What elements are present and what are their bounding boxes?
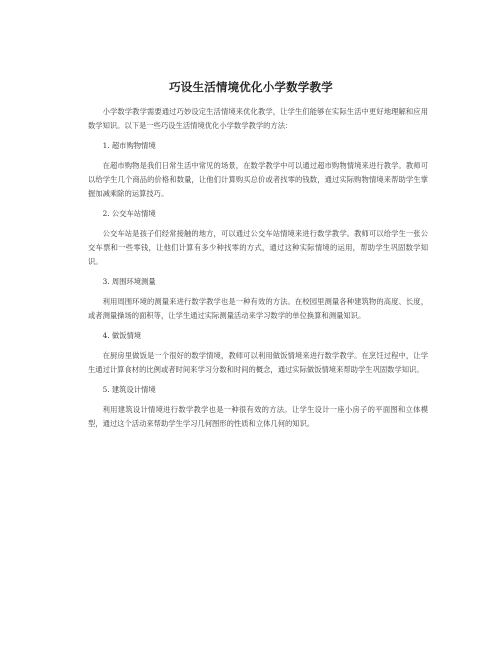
document-body	[88, 105, 428, 437]
section-paragraph: 利用周围环境的测量来进行数学教学也是一种有效的方法。在校园里测量各种建筑物的高度、长度，或者测量操场的面积等，让学生通过实际测量活动来学习数学的单位换算和测量知识。	[88, 297, 428, 320]
intro-paragraph: 小学数学教学需要通过巧妙设定生活情境来优化教学，让学生们能够在实际生活中更好地理解和应用数学知识。以下是一些巧设生活情境优化小学数学教学的方法：	[88, 107, 428, 130]
section-paragraph: 利用建筑设计情境进行数学教学也是一种很有效的方法。让学生设计一座小房子的平面图和立体模型，通过这个活动来帮助学生学习几何图形的性质和立体几何的知识。	[88, 405, 428, 428]
section-paragraph: 公交车站是孩子们经常接触的地方，可以通过公交车站情境来进行数学教学。教师可以给学生一张公交车票和一些零钱，让他们计算有多少种找零的方式，通过这种实际情境的运用，帮助学生巩固数学知识。	[88, 229, 428, 266]
section-paragraph: 在超市购物是我们日常生活中常见的场景，在数学教学中可以通过超市购物情境来进行教学。教师可以给学生几个商品的价格和数量，让他们计算购买总价或者找零的钱数，通过实际购物情境来帮助学生掌握加减乘除的运算技巧。	[88, 161, 428, 198]
section-heading: 2. 公交车站情境	[102, 209, 156, 218]
section-heading: 5. 建筑设计情境	[102, 385, 156, 394]
section-heading: 3. 周围环境测量	[102, 277, 156, 286]
section-paragraph: 在厨房里做饭是一个很好的数学情境，教师可以利用做饭情境来进行数学教学。在烹饪过程中，让学生通过计算食材的比例或者时间来学习分数和时间的概念，通过实际做饭情境来帮助学生巩固数学知识。	[88, 351, 428, 374]
section-heading: 1. 超市购物情境	[102, 141, 156, 150]
section-heading: 4. 做饭情境	[102, 331, 142, 340]
document-title: 巧设生活情境优化小学数学教学	[169, 80, 333, 94]
